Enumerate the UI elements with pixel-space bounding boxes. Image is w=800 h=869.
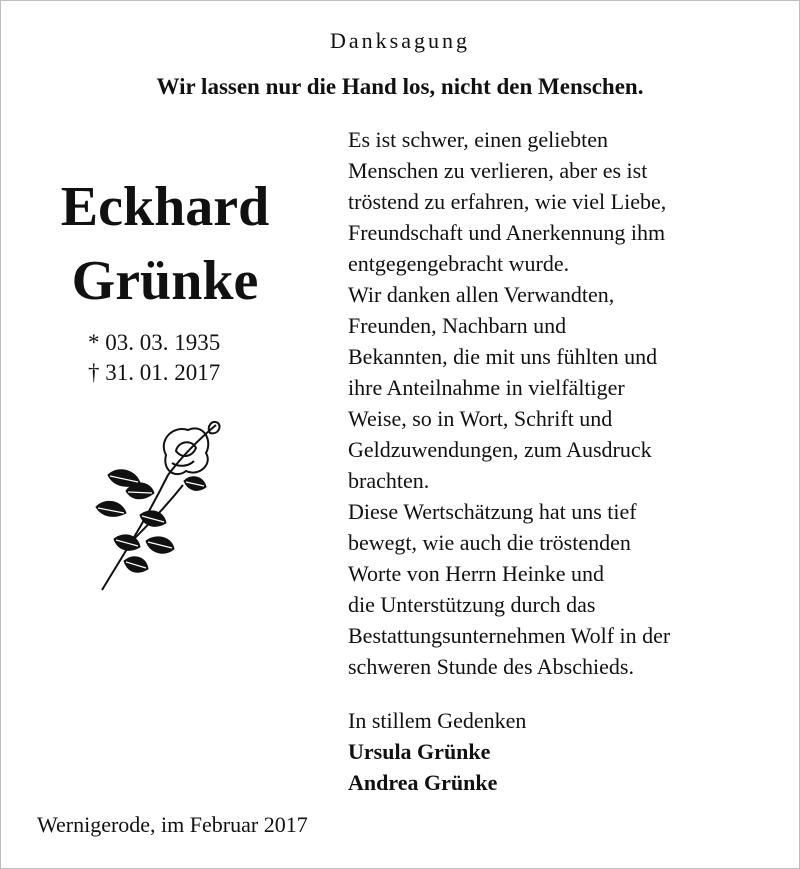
thanks-line: schweren Stunde des Abschieds. (348, 654, 634, 679)
thanks-line: Menschen zu verlieren, aber es ist (348, 158, 648, 183)
thanks-line: brachten. (348, 468, 430, 493)
thanks-line: Geldzuwendungen, zum Ausdruck (348, 437, 652, 462)
thanks-line: Weise, so in Wort, Schrift und (348, 406, 613, 431)
deceased-name (0, 170, 330, 318)
thanks-line: Freundschaft und Anerkennung ihm (348, 220, 666, 245)
thanks-line: Worte von Herrn Heinke und (348, 561, 605, 586)
thanks-line: Bestattungsunternehmen Wolf in der (348, 623, 671, 648)
thanks-line: entgegengebracht wurde. (348, 251, 570, 276)
thanks-line: die Unterstützung durch das (348, 592, 596, 617)
signoff-closing: In stillem Gedenken (348, 708, 527, 733)
thanks-line: Wir danken allen Verwandten, (348, 282, 615, 307)
signoff-name: Ursula Grünke (348, 739, 491, 764)
signoff (348, 705, 526, 798)
thanks-line: Bekannten, die mit uns fühlten und (348, 344, 658, 369)
thanks-line: Diese Wertschätzung hat uns tief (348, 499, 637, 524)
thanks-line: bewegt, wie auch die tröstenden (348, 530, 631, 555)
thanks-line: Freunden, Nachbarn und (348, 313, 567, 338)
thanks-line: tröstend zu erfahren, wie viel Liebe, (348, 189, 667, 214)
death-date: † 31. 01. 2017 (88, 360, 221, 385)
birth-date: * 03. 03. 1935 (88, 330, 221, 355)
thanks-line: Es ist schwer, einen geliebten (348, 127, 608, 152)
signoff-name: Andrea Grünke (348, 770, 498, 795)
deceased-last-name: Grünke (71, 250, 259, 312)
place-date: Wernigerode, im Februar 2017 (37, 812, 308, 837)
notice-motto: Wir lassen nur die Hand los, nicht den Menschen. (156, 74, 644, 99)
thanks-text (348, 124, 788, 682)
deceased-first-name: Eckhard (60, 176, 270, 238)
notice-heading: Danksagung (330, 28, 470, 53)
thanks-line: ihre Anteilnahme in vielfältiger (348, 375, 625, 400)
life-dates (88, 328, 220, 388)
rose-icon (88, 415, 228, 595)
